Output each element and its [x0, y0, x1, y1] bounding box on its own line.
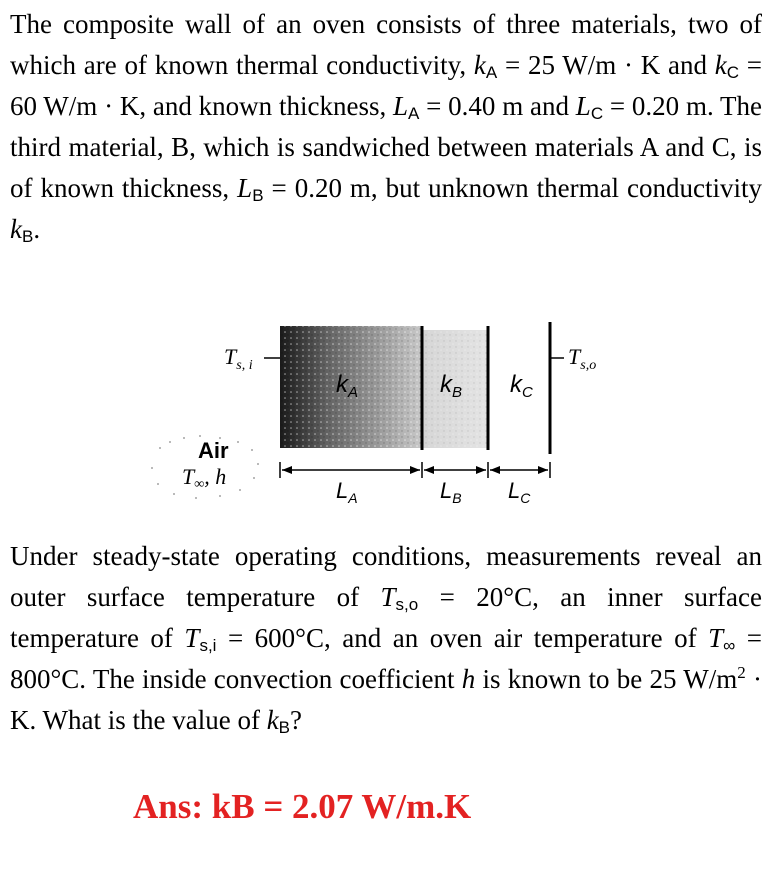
kA-subscript: A	[348, 384, 359, 401]
LB-label: L	[440, 478, 453, 503]
LB-subscript: B	[252, 186, 264, 205]
svg-text:LC	[508, 478, 531, 506]
LC-subscript: C	[520, 490, 531, 506]
h-superscript: 2	[737, 663, 746, 682]
h-label: , h	[204, 464, 227, 489]
kA-label: k	[336, 371, 348, 398]
svg-text:Ts,o	[568, 344, 596, 373]
Tsi-symbol: T	[184, 623, 200, 653]
Tinf-label: T	[182, 464, 195, 489]
Tinf-subscript-text: ∞	[723, 636, 736, 655]
Tso-subscript: s,o	[580, 358, 597, 373]
svg-text:LA	[336, 478, 358, 506]
h-text-2: · K. What is the value of	[10, 664, 762, 735]
Tso-symbol: T	[380, 582, 396, 612]
Tso-label: T	[568, 344, 581, 369]
kC-symbol: k	[714, 50, 727, 80]
composite-wall-diagram	[140, 318, 597, 518]
Tinf-value: = 800°C. The inside convection coefficient	[10, 623, 762, 694]
LB-symbol: L	[237, 173, 253, 203]
h-text: is known to be 25 W/m	[475, 664, 738, 694]
LA-subscript: A	[348, 490, 358, 506]
dimension-lines	[280, 462, 550, 478]
kB-label: k	[440, 371, 452, 398]
LC-label: L	[508, 478, 521, 503]
LA-symbol: L	[393, 91, 409, 121]
problem-intro-paragraph	[10, 4, 762, 250]
Tinf-symbol: T	[708, 623, 724, 653]
question-end: ?	[290, 705, 302, 735]
air-label: Air	[198, 438, 229, 463]
intro-end: .	[33, 214, 41, 244]
Tsi-value: = 600°C, and an oven air temperature of	[216, 623, 709, 653]
Tsi-subscript-text: s,i	[199, 636, 217, 655]
kC-value: = 60 W/m · K, and known thickness,	[10, 50, 762, 121]
LA-label: L	[336, 478, 349, 503]
question-text: Under steady-state operating conditions, measurements reveal an outer surface temperature of	[10, 541, 762, 612]
svg-text:kC	[510, 371, 533, 401]
LA-subscript: A	[408, 104, 420, 123]
LC-value: = 0.20 m. The third material, B, which is sandwiched between materials A and C, is of known thickness,	[10, 91, 762, 203]
svg-text:T∞, h	[182, 464, 226, 492]
kC-subscript: C	[522, 384, 533, 401]
kA-subscript: A	[485, 63, 498, 82]
kC-subscript: C	[726, 63, 740, 82]
svg-text:LB	[440, 478, 462, 506]
LB-subscript: B	[452, 490, 462, 506]
Tso-value: = 20°C, an inner surface temperature of	[10, 582, 762, 653]
h-symbol: h	[461, 664, 476, 694]
kA-value: = 25 W/m · K and	[497, 50, 715, 80]
svg-text:Ts, i	[224, 344, 253, 373]
kB-subscript: B	[21, 227, 34, 246]
Tsi-label: T	[224, 344, 237, 369]
kB-symbol: k	[10, 214, 22, 244]
Tso-subscript-text: s,o	[395, 595, 419, 614]
kB-question-symbol: k	[266, 705, 279, 735]
problem-question-paragraph	[10, 536, 762, 741]
LC-symbol: L	[575, 91, 591, 121]
LB-value: = 0.20 m, but unknown thermal conductivity	[263, 173, 762, 203]
kA-symbol: k	[473, 50, 486, 80]
kC-label: k	[510, 371, 522, 398]
intro-text: The composite wall of an oven consists of three materials, two of which are of known thermal conductivity,	[10, 9, 762, 80]
kB-question-subscript: B	[278, 718, 291, 737]
kB-subscript: B	[452, 384, 463, 401]
Tinf-subscript: ∞	[194, 477, 205, 492]
LA-value: = 0.40 m and	[419, 91, 576, 121]
Tsi-subscript: s, i	[236, 358, 253, 373]
LC-subscript: C	[590, 104, 604, 123]
answer-text: Ans: kB = 2.07 W/m.K	[133, 787, 472, 826]
